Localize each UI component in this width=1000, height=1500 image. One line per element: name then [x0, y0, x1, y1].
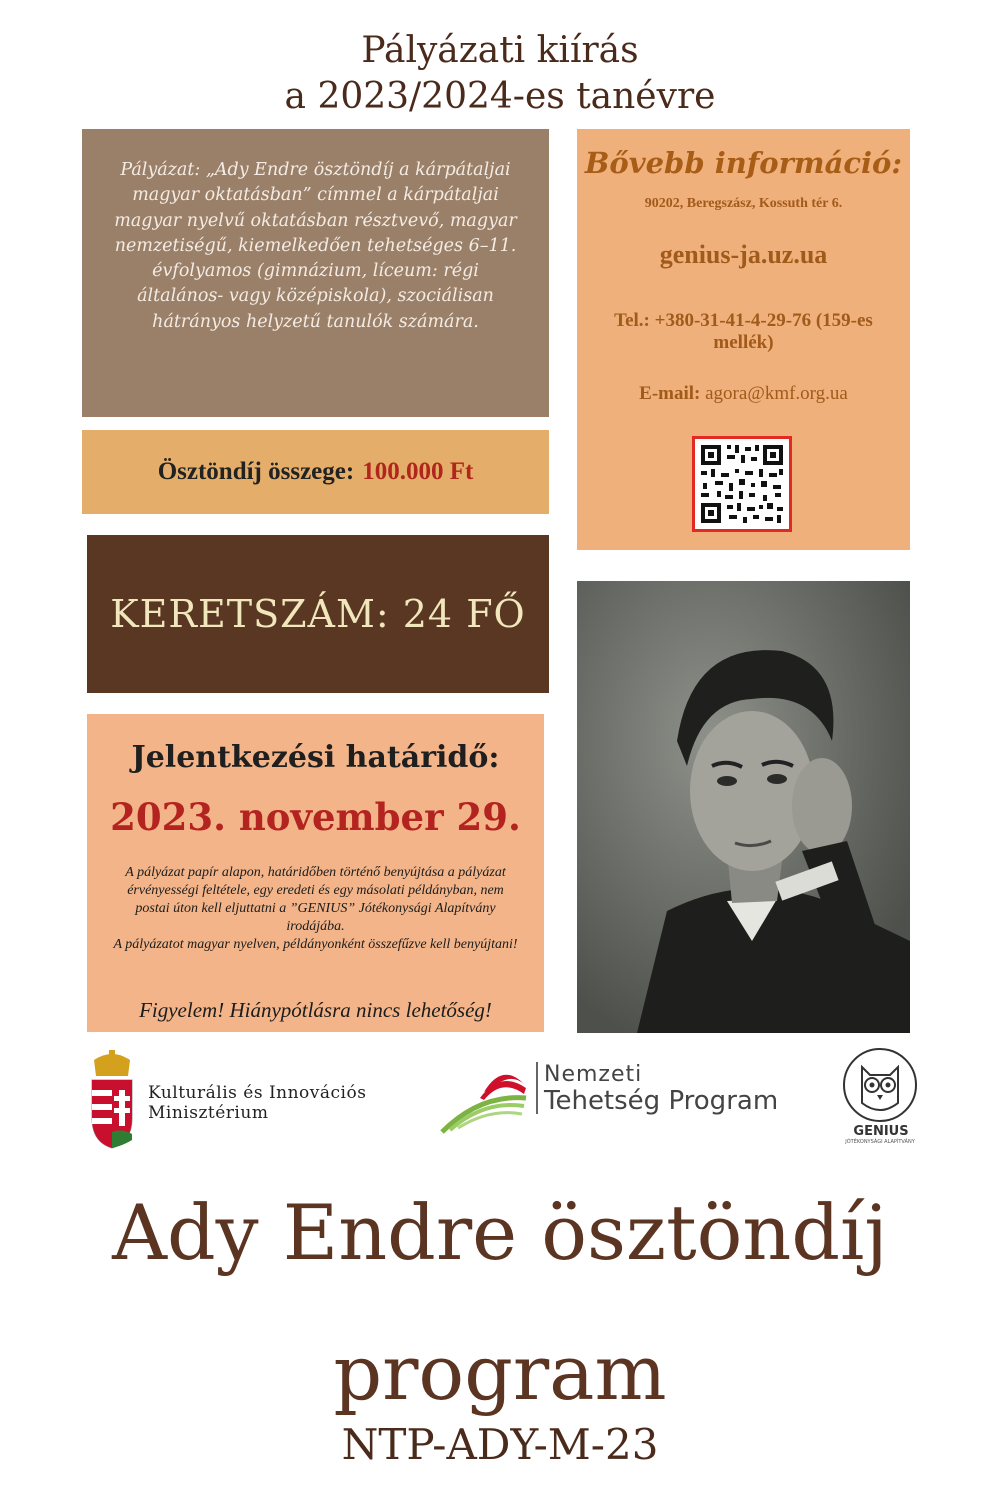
- deadline-warning: Figyelem! Hiánypótlásra nincs lehetőség!: [139, 998, 492, 1022]
- deadline-note: [110, 864, 521, 954]
- deadline-title: Jelentkezési határidő:: [131, 740, 500, 775]
- info-phone: Tel.: +380-31-41-4-29-76 (159-es mellék): [614, 310, 873, 353]
- quota-panel: [87, 535, 549, 693]
- info-email: [577, 383, 910, 405]
- program-title-line-1: Ady Endre ösztöndíj: [112, 1188, 888, 1277]
- poster-header: [0, 28, 1000, 120]
- amount-value: 100.000 Ft: [362, 458, 474, 485]
- deadline-note-2: A pályázatot magyar nyelven, példányonként összefűzve kell benyújtani!: [113, 937, 518, 952]
- genius-name: GENIUS: [853, 1124, 909, 1139]
- portrait-photo: [577, 581, 910, 1033]
- info-email-address[interactable]: agora@kmf.org.ua: [705, 383, 848, 404]
- program-title: [0, 1163, 1000, 1443]
- ministry-line-2: Minisztérium: [148, 1103, 269, 1123]
- quota-text: KERETSZÁM: 24 FŐ: [110, 592, 526, 636]
- program-code: NTP-ADY-M-23: [341, 1420, 659, 1469]
- ntp-line-1: Nemzeti: [544, 1062, 643, 1087]
- ntp-line-2: Tehetség Program: [544, 1086, 779, 1116]
- hungarian-coat-of-arms-icon: [84, 1050, 140, 1150]
- deadline-note-1: A pályázat papír alapon, határidőben történő benyújtása a pályázat érvényességi feltétele, egy eredeti és egy másolati példányban, nem postai úton kell eljuttatni a ”GENIUS” Jótékonysági Alapítvány irodájába.: [125, 865, 506, 934]
- info-email-label: E-mail:: [639, 383, 701, 404]
- amount-panel: [82, 430, 549, 514]
- info-title: Bővebb információ:: [584, 146, 903, 180]
- description-text: Pályázat: „Ady Endre ösztöndíj a kárpátaljai magyar oktatásban” címmel a kárpátaljai magyar nyelvű oktatásban résztvevő, magyar nemzetiségű, kiemelkedően tehetséges 6–11. évfolyamos (gimnázium, líceum: régi általános- vagy középiskola), szociálisan hátrányos helyzetű tanulók számára.: [114, 160, 517, 332]
- info-address: 90202, Beregszász, Kossuth tér 6.: [644, 196, 843, 211]
- genius-subtitle: JÓTÉKONYSÁGI ALAPÍTVÁNY: [845, 1139, 915, 1145]
- qr-code-icon[interactable]: [692, 436, 792, 532]
- deadline-date: 2023. november 29.: [110, 795, 521, 839]
- ntp-logo-icon: [440, 1064, 535, 1134]
- info-website[interactable]: genius-ja.uz.ua: [659, 240, 828, 269]
- amount-label: Ösztöndíj összege:: [157, 458, 355, 485]
- ntp-divider: [536, 1062, 538, 1114]
- header-line-1: Pályázati kiírás: [361, 30, 639, 71]
- ministry-name: [148, 1083, 366, 1123]
- ministry-line-1: Kulturális és Innovációs: [148, 1083, 367, 1103]
- genius-owl-icon: [840, 1045, 920, 1125]
- program-title-line-2: program: [333, 1328, 667, 1417]
- header-line-2: a 2023/2024-es tanévre: [284, 76, 716, 117]
